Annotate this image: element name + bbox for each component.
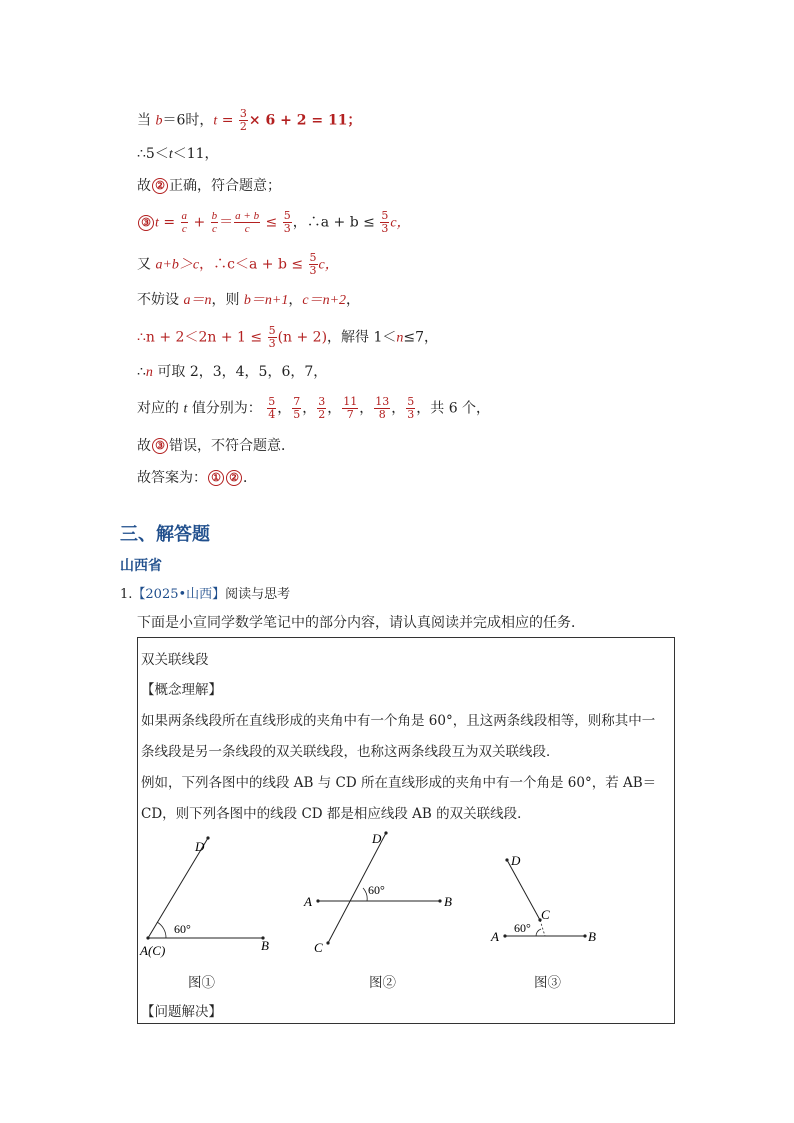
t-value-fraction: $\frac{5}{4}$ (268, 395, 276, 421)
example-line-1: 例如，下列各图中的线段 AB 与 CD 所在直线形成的夹角中有一个角是 60°，若 AB＝ (141, 775, 657, 791)
circled-number: ① (208, 470, 224, 486)
circled-number: ② (226, 470, 242, 486)
t-value-fraction: $\frac{3}{2}$ (318, 395, 326, 421)
figure-1-label-B: B (261, 938, 269, 953)
figure-2-caption: 图② (369, 975, 396, 991)
figure-3-angle: 60° (514, 921, 531, 935)
figure-3-caption: 图③ (534, 975, 561, 991)
note-box (137, 637, 675, 1024)
section-title: 三、解答题 (120, 524, 210, 545)
figure-2-label-D: D (372, 831, 382, 846)
figure-2-angle: 60° (368, 883, 385, 897)
t-value-fraction: $\frac{5}{3}$ (407, 395, 415, 421)
figure-3 (490, 853, 596, 944)
figure-1-label-D: D (195, 839, 205, 854)
definition-line-1: 如果两条线段所在直线形成的夹角中有一个角是 60°，且这两条线段相等，则称其中一 (141, 713, 656, 729)
circled-number: ② (152, 178, 168, 194)
solution-line-1: 当 b＝6时，t = $\frac{3}{2}$ × 6 + 2 = 11； (137, 107, 362, 133)
fraction: $\frac{3}{2}$ (239, 107, 247, 133)
figure-3-label-D: D (511, 853, 521, 868)
geometry-figures (138, 828, 674, 978)
figure-1-angle: 60° (174, 922, 191, 936)
solution-line-9: 对应的 t 值分别为： $\frac{5}{4}$ ， $\frac{7}{5}$ ， $\frac{3}{2}$ ， $\frac{11}{7}$ ， $\frac{13}{8}$ ， $\frac{5}{3}$ ，共 6 个， (137, 395, 491, 421)
problem-header: 1.【2025•山西】阅读与思考 (120, 587, 291, 602)
solve-heading: 【问题解决】 (141, 1004, 222, 1020)
example-line-2: CD，则下列各图中的线段 CD 都是相应线段 AB 的双关联线段． (141, 806, 531, 822)
definition-line-2: 条线段是另一条线段的双关联线段，也称这两条线段互为双关联线段． (141, 744, 560, 760)
figure-2-label-C: C (314, 940, 323, 955)
solution-line-2: ∴5＜t＜11， (137, 146, 219, 162)
figure-1-label-A: A(C) (140, 943, 166, 958)
figure-2-label-A: A (304, 894, 312, 909)
figure-2 (303, 831, 452, 955)
solution-line-3: 故 ② 正确，符合题意； (137, 178, 281, 194)
concept-heading: 【概念理解】 (141, 682, 222, 698)
t-value-fraction: $\frac{11}{7}$ (343, 395, 358, 421)
figure-2-label-B: B (444, 894, 452, 909)
circled-number: ③ (152, 438, 168, 454)
note-title: 双关联线段 (141, 652, 209, 668)
figure-3-label-C: C (541, 907, 550, 922)
figure-1-caption: 图① (188, 975, 215, 991)
t-value-fraction: $\frac{7}{5}$ (293, 395, 301, 421)
solution-line-4: ③ t = $\frac{a}{c}$ + $\frac{b}{c}$ ＝ $\frac{a + b}{c}$ ≤ $\frac{5}{3}$ ，∴a + b ≤ $\frac{5}{3}$ c， (137, 210, 411, 235)
solution-line-10: 故 ③ 错误，不符合题意． (137, 438, 295, 454)
figure-3-label-A: A (491, 929, 499, 944)
solution-line-8: ∴n 可取 2，3，4，5，6，7， (137, 364, 328, 380)
province-heading: 山西省 (120, 558, 162, 574)
solution-answer: 故答案为： ① ② ． (137, 470, 257, 486)
figure-1 (139, 836, 269, 958)
circled-number: ③ (138, 215, 154, 231)
solution-line-6: 不妨设 a＝n，则 b＝n+1，c＝n+2， (137, 292, 361, 308)
problem-intro: 下面是小宣同学数学笔记中的部分内容，请认真阅读并完成相应的任务． (137, 615, 585, 631)
t-value-fraction: $\frac{13}{8}$ (375, 395, 390, 421)
solution-line-7: ∴n + 2＜2n + 1 ≤ $\frac{5}{3}$ (n + 2)，解得 1＜n≤7， (137, 324, 439, 350)
figure-3-label-B: B (588, 929, 596, 944)
solution-line-5: 又 a+b＞c，∴c＜a + b ≤ $\frac{5}{3}$ c， (137, 251, 339, 277)
